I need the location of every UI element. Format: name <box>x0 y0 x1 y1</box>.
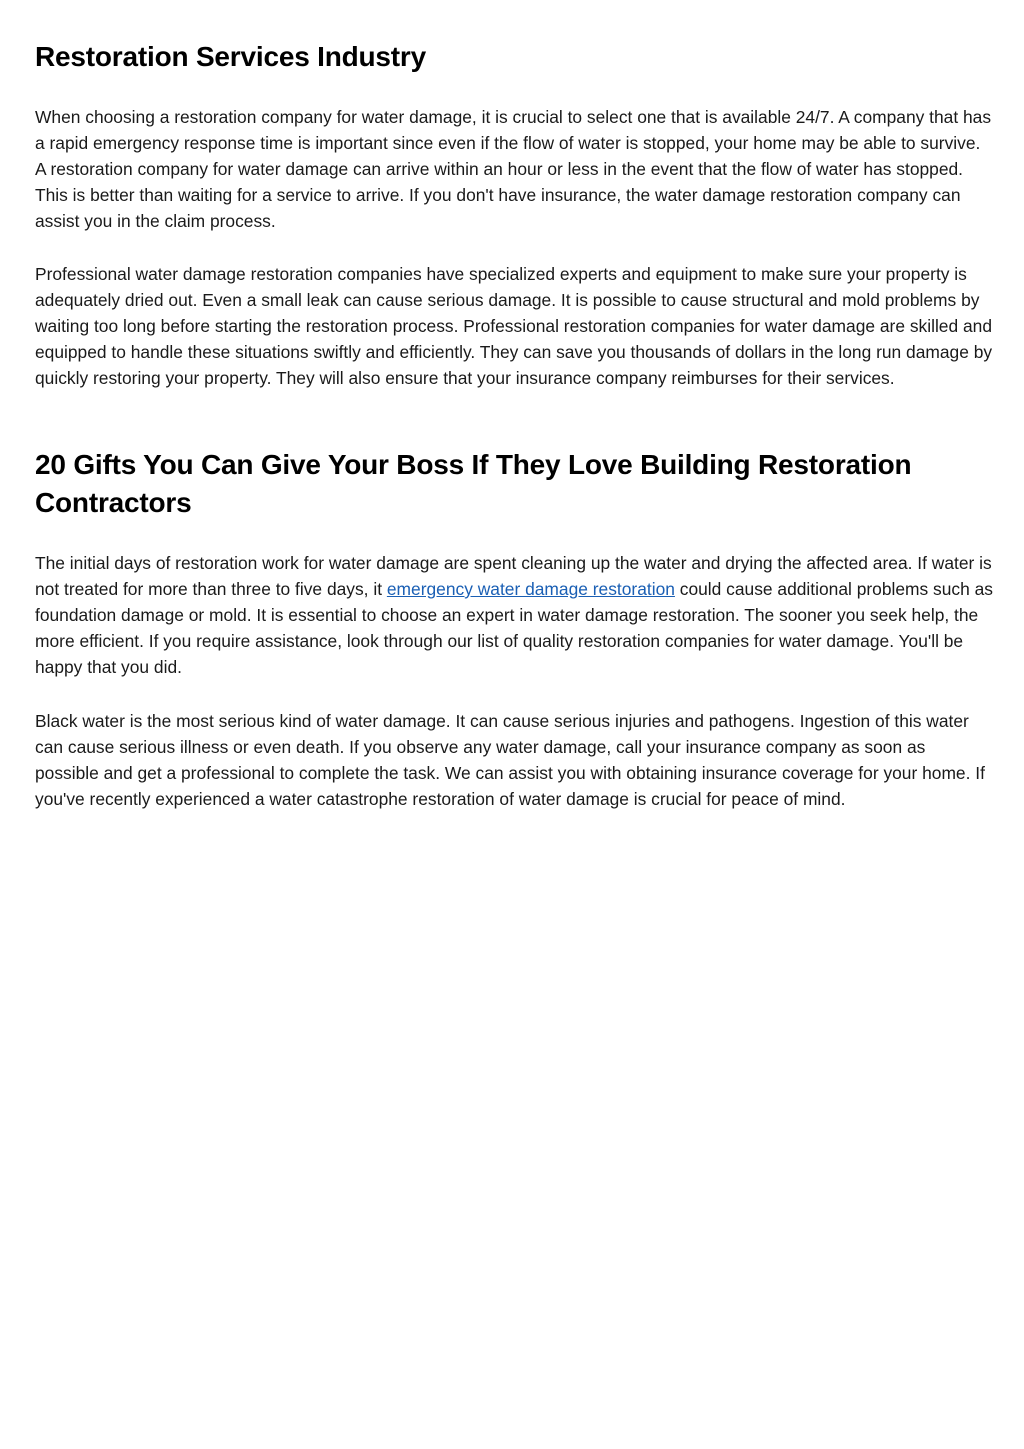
paragraph-black-water: Black water is the most serious kind of water damage. It can cause serious injuries and pathogens. Ingestion of this water can cause serious illness or even death. If you observe any water damage, call your insurance company as soon as possible and get a professional to complete the task. We can assist you with obtaining insurance coverage for your home. If you've recently experienced a water catastrophe restoration of water damage is crucial for peace of mind. <box>35 711 985 809</box>
paragraph-text-after-link: could cause additional problems such as foundation damage or mold. It is essential to choose an expert in water damage restoration. The sooner you seek help, the more efficient. If you require assistance, look through our list of quality restoration companies for water damage. You'll be happy that you did. <box>35 579 993 677</box>
paragraph-initial-days <box>35 550 993 680</box>
paragraph-text-before-link: The initial days of restoration work for water damage are spent cleaning up the water and drying the affected area. If water is not treated for more than three to five days, it <box>35 553 992 599</box>
section-heading-restoration-services: Restoration Services Industry <box>35 41 426 72</box>
section-heading-20-gifts: 20 Gifts You Can Give Your Boss If They Love Building Restoration Contractors <box>35 449 912 518</box>
paragraph-professional-companies: Professional water damage restoration companies have specialized experts and equipment to make sure your property is adequately dried out. Even a small leak can cause serious damage. It is possible to cause structural and mold problems by waiting too long before starting the restoration process. Professional restoration companies for water damage are skilled and equipped to handle these situations swiftly and efficiently. They can save you thousands of dollars in the long run damage by quickly restoring your property. They will also ensure that your insurance company reimburses for their services. <box>35 264 993 388</box>
paragraph-24-7-availability: When choosing a restoration company for water damage, it is crucial to select one that is available 24/7. A company that has a rapid emergency response time is important since even if the flow of water is stopped, your home may be able to survive. A restoration company for water damage can arrive within an hour or less in the event that the flow of water has stopped. This is better than waiting for a service to arrive. If you don't have insurance, the water damage restoration company can assist you in the claim process. <box>35 107 992 231</box>
emergency-water-damage-link[interactable]: emergency water damage restoration <box>386 579 675 599</box>
